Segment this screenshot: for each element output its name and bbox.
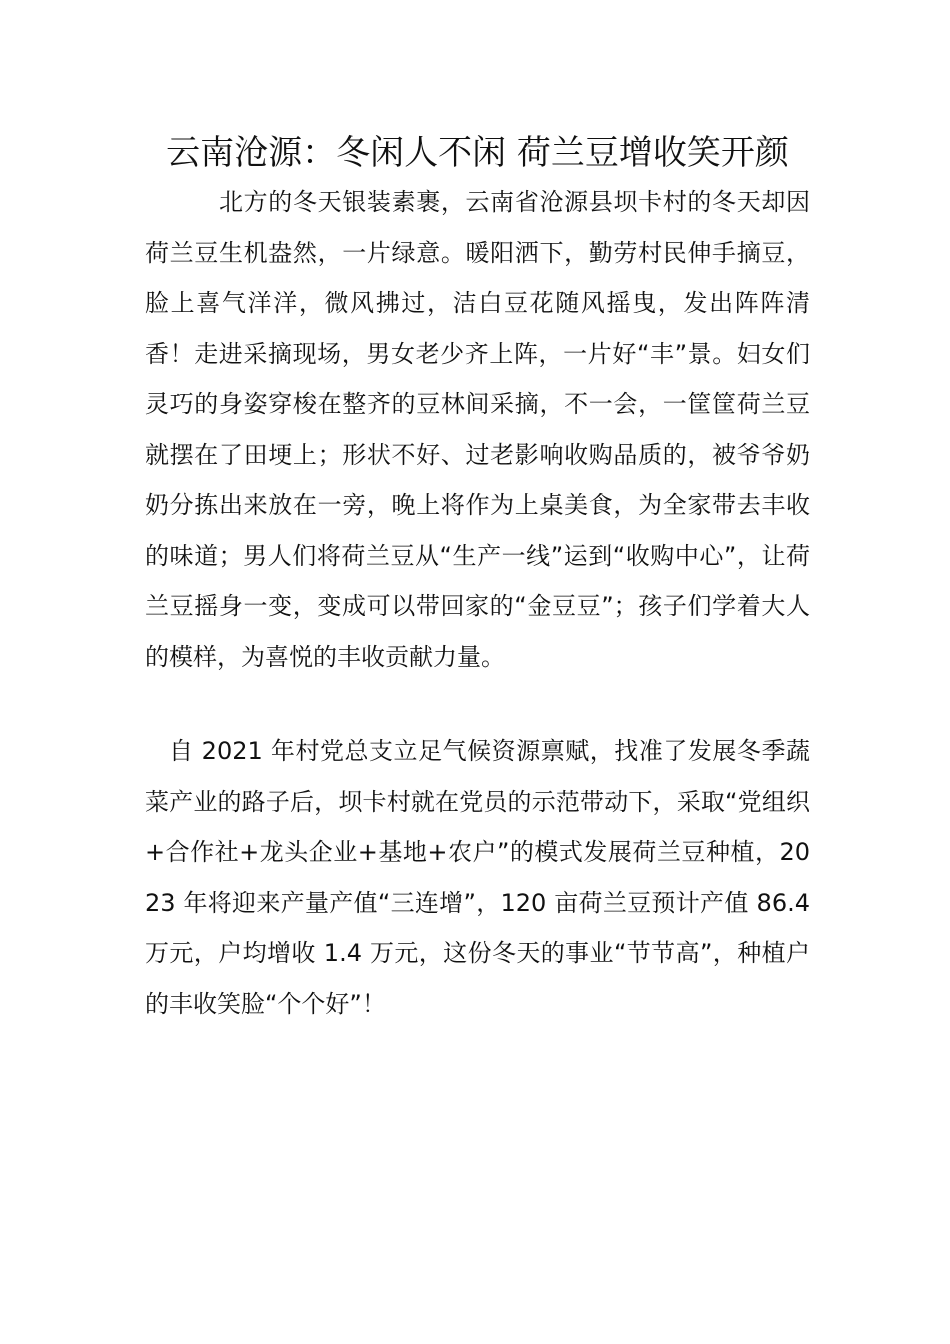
paragraph-2: 自 2021 年村党总支立足气候资源禀赋，找准了发展冬季蔬菜产业的路子后，坝卡村就在党员的示范带动下，采取“党组织+合作社+龙头企业+基地+农户”的模式发展荷兰豆种植，2023 年将迎来产量产值“三连增”，120 亩荷兰豆预计产值 86.4 万元，户均增收 1.4 万元，这份冬天的事业“节节高”，种植户的丰收笑脸“个个好”！ xyxy=(145,737,810,1018)
document-title: 云南沧源：冬闲人不闲 荷兰豆增收笑开颜 xyxy=(166,133,789,173)
paragraph-1: 北方的冬天银装素裹，云南省沧源县坝卡村的冬天却因荷兰豆生机盎然，一片绿意。暖阳洒下，勤劳村民伸手摘豆，脸上喜气洋洋，微风拂过，洁白豆花随风摇曳，发出阵阵清香！走进采摘现场，男女老少齐上阵，一片好“丰”景。妇女们灵巧的身姿穿梭在整齐的豆林间采摘，不一会，一筐筐荷兰豆就摆在了田埂上；形状不好、过老影响收购品质的，被爷爷奶奶分拣出来放在一旁，晚上将作为上桌美食，为全家带去丰收的味道；男人们将荷兰豆从“生产一线”运到“收购中心”，让荷兰豆摇身一变，变成可以带回家的“金豆豆”；孩子们学着大人的模样，为喜悦的丰收贡献力量。 xyxy=(145,188,810,671)
